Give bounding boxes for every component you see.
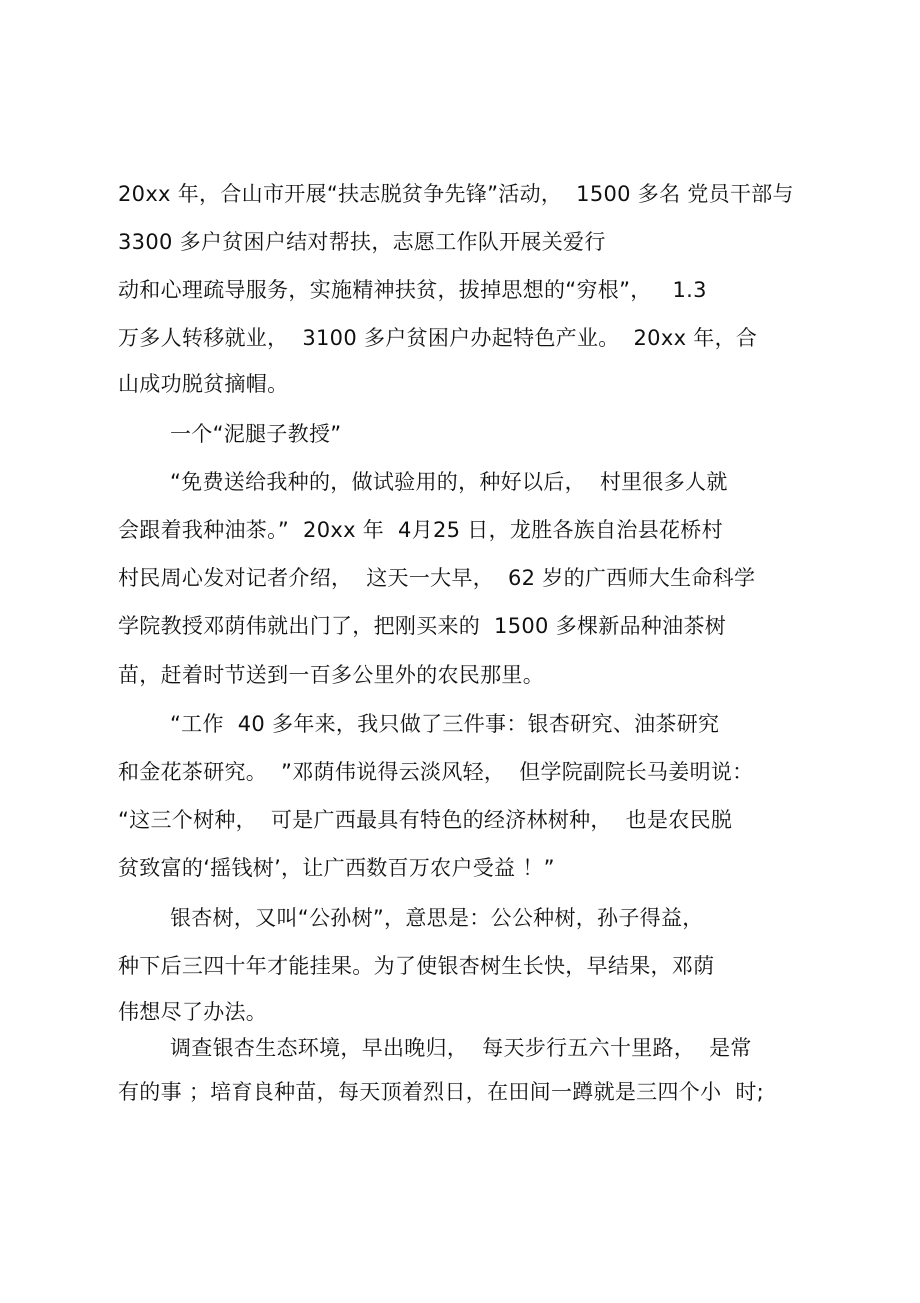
text-line: 伟想尽了办法。 — [118, 1000, 268, 1024]
text-line: 银杏树，又叫“公孙树”，意思是：公公种树，孙子得益， — [170, 906, 704, 930]
text-line: 动和心理疏导服务，实施精神扶贫，拔掉思想的“穷根”， 1.3 — [118, 278, 707, 302]
text-line: “这三个树种， 可是广西最具有特色的经济林树种， 也是农民脱 — [118, 808, 733, 832]
text-line: 贫致富的‘摇钱树’，让广西数百万农户受益 ！” — [118, 856, 555, 880]
text-line: “工作 40 多年来，我只做了三件事：银杏研究、油茶研究 — [170, 712, 720, 736]
text-line: 学院教授邓荫伟就出门了，把刚买来的 1500 多棵新品种油茶树 — [118, 614, 727, 638]
text-line: 苗，赶着时节送到一百多公里外的农民那里。 — [118, 663, 544, 687]
text-line: 调查银杏生态环境，早出晚归， 每天步行五六十里路， 是常 — [170, 1036, 752, 1060]
text-line: 山成功脱贫摘帽。 — [118, 372, 289, 396]
text-line: 村民周心发对记者介绍， 这天一大早， 62 岁的广西师大生命科学 — [118, 566, 756, 590]
text-line: 有的事 ；培育良种苗，每天顶着烈日，在田间一蹲就是三四个小 时; — [118, 1080, 764, 1104]
text-line: 3300 多户贫困户结对帮扶，志愿工作队开展关爱行 — [118, 230, 606, 254]
text-line: “免费送给我种的，做试验用的，种好以后， 村里很多人就 — [170, 470, 728, 494]
section-heading: 一个“泥腿子教授” — [170, 422, 342, 446]
text-line: 会跟着我种油茶。” 20xx 年 4月25 日，龙胜各族自治县花桥村 — [118, 518, 723, 542]
text-line: 和金花茶研究。 ”邓荫伟说得云淡风轻， 但学院副院长马姜明说： — [118, 760, 754, 784]
text-line: 万多人转移就业， 3100 多户贫困户办起特色产业。 20xx 年，合 — [118, 326, 758, 350]
text-line: 20xx 年，合山市开展“扶志脱贫争先锋”活动， 1500 多名 党员干部与 — [118, 182, 794, 206]
text-line: 种下后三四十年才能挂果。为了使银杏树生长快，早结果，邓荫 — [118, 954, 715, 978]
